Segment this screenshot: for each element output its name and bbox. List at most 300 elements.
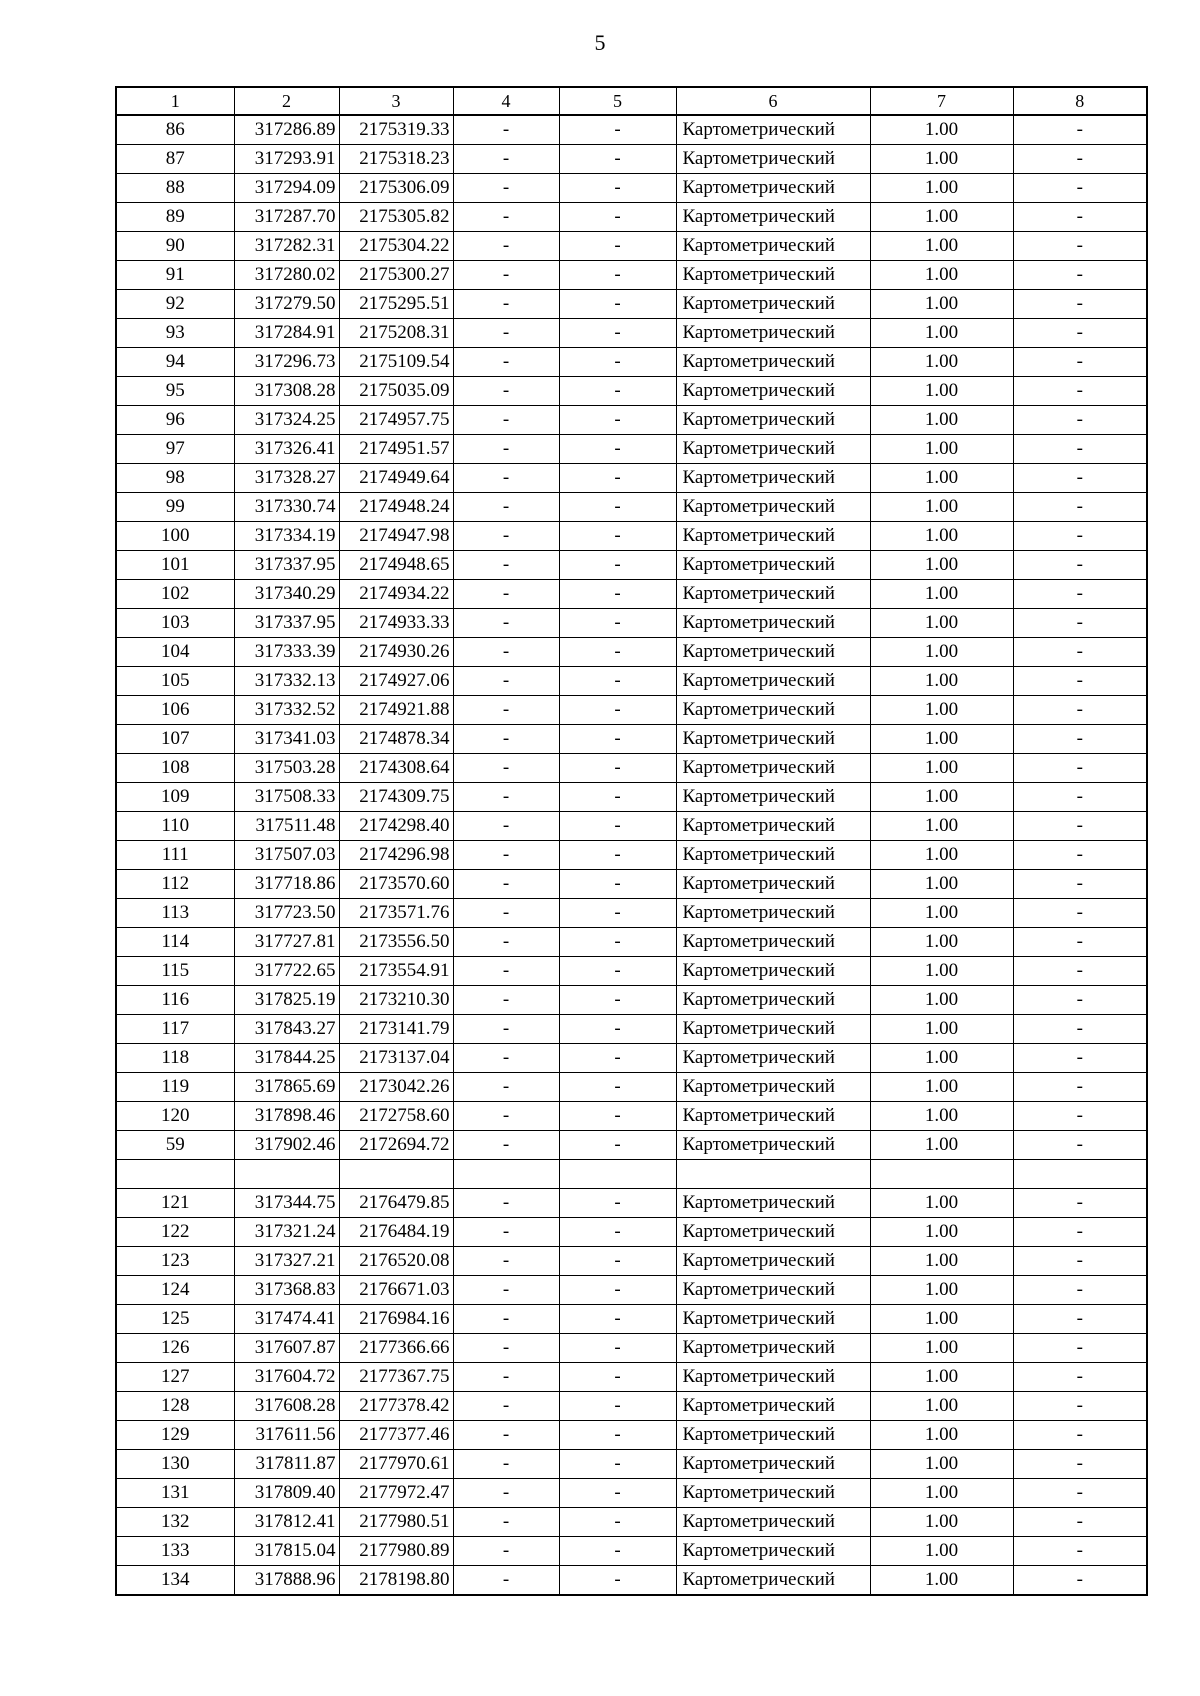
column-4-cell: - xyxy=(453,406,559,435)
method-cell: Картометрический xyxy=(676,1479,870,1508)
y-coordinate-cell: 2174927.06 xyxy=(339,667,453,696)
method-cell: Картометрический xyxy=(676,1392,870,1421)
method-cell: Картометрический xyxy=(676,1131,870,1160)
accuracy-cell: 1.00 xyxy=(870,1421,1013,1450)
column-5-cell: - xyxy=(559,1218,676,1247)
method-cell: Картометрический xyxy=(676,522,870,551)
table-row xyxy=(116,406,1147,435)
column-5-cell: - xyxy=(559,1450,676,1479)
table-row xyxy=(116,1566,1147,1596)
column-5-cell: - xyxy=(559,1276,676,1305)
accuracy-cell: 1.00 xyxy=(870,986,1013,1015)
x-coordinate-cell: 317608.28 xyxy=(234,1392,339,1421)
x-coordinate-cell: 317718.86 xyxy=(234,870,339,899)
table-row xyxy=(116,1363,1147,1392)
point-number-cell: 111 xyxy=(116,841,234,870)
column-4-cell: - xyxy=(453,899,559,928)
column-4-cell: - xyxy=(453,1102,559,1131)
accuracy-cell: 1.00 xyxy=(870,115,1013,145)
x-coordinate-cell: 317280.02 xyxy=(234,261,339,290)
column-8-cell: - xyxy=(1013,1276,1147,1305)
method-cell: Картометрический xyxy=(676,1218,870,1247)
y-coordinate-cell: 2174949.64 xyxy=(339,464,453,493)
column-5-cell: - xyxy=(559,1305,676,1334)
column-5-cell: - xyxy=(559,1537,676,1566)
y-coordinate-cell: 2175208.31 xyxy=(339,319,453,348)
column-8-cell: - xyxy=(1013,174,1147,203)
x-coordinate-cell: 317340.29 xyxy=(234,580,339,609)
column-4-cell: - xyxy=(453,1508,559,1537)
point-number-cell: 101 xyxy=(116,551,234,580)
x-coordinate-cell: 317332.52 xyxy=(234,696,339,725)
column-4-cell: - xyxy=(453,1421,559,1450)
y-coordinate-cell: 2175035.09 xyxy=(339,377,453,406)
column-8-cell: - xyxy=(1013,841,1147,870)
column-8-cell: - xyxy=(1013,1247,1147,1276)
accuracy-cell: 1.00 xyxy=(870,522,1013,551)
column-5-cell: - xyxy=(559,1392,676,1421)
column-5-cell: - xyxy=(559,812,676,841)
x-coordinate-cell: 317293.91 xyxy=(234,145,339,174)
column-5-cell: - xyxy=(559,319,676,348)
point-number-cell: 98 xyxy=(116,464,234,493)
column-8-cell: - xyxy=(1013,725,1147,754)
x-coordinate-cell: 317844.25 xyxy=(234,1044,339,1073)
accuracy-cell: 1.00 xyxy=(870,203,1013,232)
table-row xyxy=(116,638,1147,667)
column-8-cell: - xyxy=(1013,1479,1147,1508)
x-coordinate-cell: 317328.27 xyxy=(234,464,339,493)
column-5-cell: - xyxy=(559,232,676,261)
y-coordinate-cell: 2177970.61 xyxy=(339,1450,453,1479)
x-coordinate-cell: 317503.28 xyxy=(234,754,339,783)
column-4-cell: - xyxy=(453,232,559,261)
column-5-cell: - xyxy=(559,261,676,290)
column-8-cell: - xyxy=(1013,1218,1147,1247)
accuracy-cell: 1.00 xyxy=(870,667,1013,696)
x-coordinate-cell xyxy=(234,1160,339,1189)
x-coordinate-cell: 317809.40 xyxy=(234,1479,339,1508)
column-8-cell: - xyxy=(1013,667,1147,696)
column-8-cell: - xyxy=(1013,638,1147,667)
point-number-cell: 110 xyxy=(116,812,234,841)
method-cell: Картометрический xyxy=(676,580,870,609)
x-coordinate-cell: 317321.24 xyxy=(234,1218,339,1247)
method-cell: Картометрический xyxy=(676,1044,870,1073)
accuracy-cell: 1.00 xyxy=(870,609,1013,638)
accuracy-cell: 1.00 xyxy=(870,551,1013,580)
y-coordinate-cell: 2174948.24 xyxy=(339,493,453,522)
column-8-cell: - xyxy=(1013,580,1147,609)
method-cell: Картометрический xyxy=(676,899,870,928)
y-coordinate-cell: 2173556.50 xyxy=(339,928,453,957)
table-row xyxy=(116,1479,1147,1508)
x-coordinate-cell: 317282.31 xyxy=(234,232,339,261)
point-number-cell: 102 xyxy=(116,580,234,609)
table-row xyxy=(116,1044,1147,1073)
column-5-cell: - xyxy=(559,406,676,435)
y-coordinate-cell: 2177972.47 xyxy=(339,1479,453,1508)
method-cell: Картометрический xyxy=(676,1421,870,1450)
y-coordinate-cell: 2174309.75 xyxy=(339,783,453,812)
column-8-cell: - xyxy=(1013,957,1147,986)
column-4-cell: - xyxy=(453,1450,559,1479)
x-coordinate-cell: 317334.19 xyxy=(234,522,339,551)
point-number-cell: 123 xyxy=(116,1247,234,1276)
method-cell: Картометрический xyxy=(676,464,870,493)
column-4-cell: - xyxy=(453,522,559,551)
method-cell: Картометрический xyxy=(676,1247,870,1276)
column-4-cell: - xyxy=(453,1131,559,1160)
header-cell-1: 1 xyxy=(116,87,234,115)
y-coordinate-cell: 2174933.33 xyxy=(339,609,453,638)
point-number-cell: 87 xyxy=(116,145,234,174)
y-coordinate-cell: 2173570.60 xyxy=(339,870,453,899)
column-5-cell: - xyxy=(559,957,676,986)
point-number-cell: 108 xyxy=(116,754,234,783)
column-5-cell: - xyxy=(559,986,676,1015)
accuracy-cell: 1.00 xyxy=(870,899,1013,928)
y-coordinate-cell: 2176671.03 xyxy=(339,1276,453,1305)
y-coordinate-cell: 2175300.27 xyxy=(339,261,453,290)
point-number-cell: 130 xyxy=(116,1450,234,1479)
column-8-cell: - xyxy=(1013,812,1147,841)
method-cell: Картометрический xyxy=(676,493,870,522)
method-cell: Картометрический xyxy=(676,115,870,145)
accuracy-cell: 1.00 xyxy=(870,754,1013,783)
x-coordinate-cell: 317344.75 xyxy=(234,1189,339,1218)
method-cell: Картометрический xyxy=(676,406,870,435)
x-coordinate-cell: 317511.48 xyxy=(234,812,339,841)
column-4-cell: - xyxy=(453,1566,559,1596)
table-row xyxy=(116,1247,1147,1276)
point-number-cell: 134 xyxy=(116,1566,234,1596)
table-row xyxy=(116,928,1147,957)
method-cell: Картометрический xyxy=(676,1015,870,1044)
column-4-cell: - xyxy=(453,1218,559,1247)
column-5-cell: - xyxy=(559,377,676,406)
table-row xyxy=(116,319,1147,348)
column-4-cell: - xyxy=(453,1305,559,1334)
point-number-cell: 128 xyxy=(116,1392,234,1421)
x-coordinate-cell: 317330.74 xyxy=(234,493,339,522)
column-8-cell: - xyxy=(1013,1421,1147,1450)
y-coordinate-cell: 2175109.54 xyxy=(339,348,453,377)
y-coordinate-cell: 2175295.51 xyxy=(339,290,453,319)
header-cell-5: 5 xyxy=(559,87,676,115)
y-coordinate-cell: 2174930.26 xyxy=(339,638,453,667)
column-4-cell: - xyxy=(453,1537,559,1566)
column-8-cell: - xyxy=(1013,1450,1147,1479)
x-coordinate-cell: 317723.50 xyxy=(234,899,339,928)
x-coordinate-cell: 317888.96 xyxy=(234,1566,339,1596)
column-5-cell: - xyxy=(559,754,676,783)
accuracy-cell: 1.00 xyxy=(870,1218,1013,1247)
x-coordinate-cell: 317337.95 xyxy=(234,609,339,638)
method-cell: Картометрический xyxy=(676,841,870,870)
y-coordinate-cell: 2173137.04 xyxy=(339,1044,453,1073)
y-coordinate-cell: 2173554.91 xyxy=(339,957,453,986)
column-8-cell: - xyxy=(1013,754,1147,783)
point-number-cell: 89 xyxy=(116,203,234,232)
method-cell: Картометрический xyxy=(676,812,870,841)
column-5-cell: - xyxy=(559,841,676,870)
column-8-cell: - xyxy=(1013,1015,1147,1044)
column-8-cell: - xyxy=(1013,435,1147,464)
table-row xyxy=(116,115,1147,145)
column-5-cell: - xyxy=(559,551,676,580)
y-coordinate-cell: 2174947.98 xyxy=(339,522,453,551)
column-8-cell: - xyxy=(1013,145,1147,174)
table-body xyxy=(116,87,1147,1595)
method-cell: Картометрический xyxy=(676,609,870,638)
table-row xyxy=(116,899,1147,928)
column-8-cell: - xyxy=(1013,1131,1147,1160)
header-cell-8: 8 xyxy=(1013,87,1147,115)
column-8-cell: - xyxy=(1013,696,1147,725)
x-coordinate-cell: 317843.27 xyxy=(234,1015,339,1044)
accuracy-cell: 1.00 xyxy=(870,145,1013,174)
accuracy-cell: 1.00 xyxy=(870,1305,1013,1334)
accuracy-cell: 1.00 xyxy=(870,1189,1013,1218)
accuracy-cell: 1.00 xyxy=(870,348,1013,377)
column-5-cell: - xyxy=(559,667,676,696)
method-cell: Картометрический xyxy=(676,1189,870,1218)
y-coordinate-cell: 2174308.64 xyxy=(339,754,453,783)
table-row xyxy=(116,1218,1147,1247)
method-cell: Картометрический xyxy=(676,261,870,290)
column-8-cell: - xyxy=(1013,899,1147,928)
point-number-cell: 125 xyxy=(116,1305,234,1334)
table-row xyxy=(116,957,1147,986)
column-5-cell: - xyxy=(559,1102,676,1131)
table-row xyxy=(116,464,1147,493)
y-coordinate-cell: 2175319.33 xyxy=(339,115,453,145)
x-coordinate-cell: 317333.39 xyxy=(234,638,339,667)
column-4-cell: - xyxy=(453,986,559,1015)
method-cell xyxy=(676,1160,870,1189)
table-row xyxy=(116,812,1147,841)
point-number-cell: 133 xyxy=(116,1537,234,1566)
method-cell: Картометрический xyxy=(676,551,870,580)
point-number-cell: 129 xyxy=(116,1421,234,1450)
column-5-cell: - xyxy=(559,290,676,319)
column-4-cell: - xyxy=(453,290,559,319)
point-number-cell: 131 xyxy=(116,1479,234,1508)
column-5-cell: - xyxy=(559,1508,676,1537)
accuracy-cell: 1.00 xyxy=(870,261,1013,290)
method-cell: Картометрический xyxy=(676,435,870,464)
y-coordinate-cell: 2175306.09 xyxy=(339,174,453,203)
column-8-cell: - xyxy=(1013,290,1147,319)
y-coordinate-cell: 2173141.79 xyxy=(339,1015,453,1044)
column-5-cell: - xyxy=(559,580,676,609)
table-row xyxy=(116,1276,1147,1305)
accuracy-cell: 1.00 xyxy=(870,638,1013,667)
y-coordinate-cell: 2178198.80 xyxy=(339,1566,453,1596)
x-coordinate-cell: 317604.72 xyxy=(234,1363,339,1392)
point-number-cell: 119 xyxy=(116,1073,234,1102)
y-coordinate-cell: 2172758.60 xyxy=(339,1102,453,1131)
table-row xyxy=(116,290,1147,319)
x-coordinate-cell: 317308.28 xyxy=(234,377,339,406)
column-5-cell: - xyxy=(559,638,676,667)
column-5-cell: - xyxy=(559,174,676,203)
x-coordinate-cell: 317284.91 xyxy=(234,319,339,348)
column-8-cell: - xyxy=(1013,1334,1147,1363)
point-number-cell: 93 xyxy=(116,319,234,348)
point-number-cell: 121 xyxy=(116,1189,234,1218)
point-number-cell: 92 xyxy=(116,290,234,319)
point-number-cell: 91 xyxy=(116,261,234,290)
column-4-cell: - xyxy=(453,667,559,696)
method-cell: Картометрический xyxy=(676,1305,870,1334)
column-5-cell: - xyxy=(559,203,676,232)
y-coordinate-cell: 2173042.26 xyxy=(339,1073,453,1102)
column-8-cell: - xyxy=(1013,1392,1147,1421)
table-row xyxy=(116,580,1147,609)
accuracy-cell: 1.00 xyxy=(870,493,1013,522)
column-4-cell: - xyxy=(453,696,559,725)
method-cell: Картометрический xyxy=(676,986,870,1015)
column-8-cell: - xyxy=(1013,377,1147,406)
y-coordinate-cell: 2174934.22 xyxy=(339,580,453,609)
accuracy-cell: 1.00 xyxy=(870,232,1013,261)
column-5-cell: - xyxy=(559,1363,676,1392)
column-5-cell: - xyxy=(559,609,676,638)
table-row xyxy=(116,174,1147,203)
y-coordinate-cell: 2177366.66 xyxy=(339,1334,453,1363)
point-number-cell: 59 xyxy=(116,1131,234,1160)
column-5-cell: - xyxy=(559,1015,676,1044)
x-coordinate-cell: 317722.65 xyxy=(234,957,339,986)
column-8-cell: - xyxy=(1013,1363,1147,1392)
column-5-cell: - xyxy=(559,115,676,145)
coordinates-table xyxy=(115,86,1148,1596)
point-number-cell: 113 xyxy=(116,899,234,928)
x-coordinate-cell: 317474.41 xyxy=(234,1305,339,1334)
point-number-cell: 107 xyxy=(116,725,234,754)
column-5-cell: - xyxy=(559,696,676,725)
column-4-cell: - xyxy=(453,1073,559,1102)
method-cell: Картометрический xyxy=(676,638,870,667)
column-8-cell: - xyxy=(1013,870,1147,899)
point-number-cell: 90 xyxy=(116,232,234,261)
header-cell-4: 4 xyxy=(453,87,559,115)
column-8-cell: - xyxy=(1013,261,1147,290)
column-5-cell: - xyxy=(559,435,676,464)
column-5-cell: - xyxy=(559,145,676,174)
header-cell-3: 3 xyxy=(339,87,453,115)
y-coordinate-cell: 2172694.72 xyxy=(339,1131,453,1160)
accuracy-cell: 1.00 xyxy=(870,1537,1013,1566)
accuracy-cell: 1.00 xyxy=(870,1247,1013,1276)
accuracy-cell: 1.00 xyxy=(870,464,1013,493)
column-5-cell: - xyxy=(559,522,676,551)
accuracy-cell: 1.00 xyxy=(870,1073,1013,1102)
y-coordinate-cell: 2176520.08 xyxy=(339,1247,453,1276)
accuracy-cell: 1.00 xyxy=(870,406,1013,435)
column-5-cell: - xyxy=(559,1247,676,1276)
column-4-cell: - xyxy=(453,493,559,522)
column-8-cell: - xyxy=(1013,986,1147,1015)
table-row xyxy=(116,1334,1147,1363)
coordinates-table-container xyxy=(115,86,1146,1596)
column-5-cell: - xyxy=(559,725,676,754)
column-4-cell: - xyxy=(453,1392,559,1421)
column-5-cell: - xyxy=(559,493,676,522)
x-coordinate-cell: 317902.46 xyxy=(234,1131,339,1160)
column-4-cell: - xyxy=(453,1479,559,1508)
column-4-cell: - xyxy=(453,203,559,232)
method-cell: Картометрический xyxy=(676,290,870,319)
column-4-cell: - xyxy=(453,348,559,377)
accuracy-cell: 1.00 xyxy=(870,812,1013,841)
y-coordinate-cell: 2174296.98 xyxy=(339,841,453,870)
method-cell: Картометрический xyxy=(676,232,870,261)
method-cell: Картометрический xyxy=(676,754,870,783)
method-cell: Картометрический xyxy=(676,957,870,986)
x-coordinate-cell: 317727.81 xyxy=(234,928,339,957)
method-cell: Картометрический xyxy=(676,1276,870,1305)
x-coordinate-cell: 317324.25 xyxy=(234,406,339,435)
table-row xyxy=(116,1102,1147,1131)
point-number-cell: 88 xyxy=(116,174,234,203)
x-coordinate-cell: 317865.69 xyxy=(234,1073,339,1102)
y-coordinate-cell: 2176479.85 xyxy=(339,1189,453,1218)
method-cell: Картометрический xyxy=(676,870,870,899)
point-number-cell: 94 xyxy=(116,348,234,377)
column-4-cell: - xyxy=(453,115,559,145)
accuracy-cell: 1.00 xyxy=(870,1450,1013,1479)
x-coordinate-cell: 317508.33 xyxy=(234,783,339,812)
accuracy-cell: 1.00 xyxy=(870,435,1013,464)
accuracy-cell: 1.00 xyxy=(870,319,1013,348)
table-row xyxy=(116,1421,1147,1450)
x-coordinate-cell: 317327.21 xyxy=(234,1247,339,1276)
column-5-cell: - xyxy=(559,464,676,493)
column-4-cell: - xyxy=(453,928,559,957)
point-number-cell: 103 xyxy=(116,609,234,638)
column-4-cell: - xyxy=(453,1189,559,1218)
method-cell: Картометрический xyxy=(676,1102,870,1131)
x-coordinate-cell: 317898.46 xyxy=(234,1102,339,1131)
method-cell: Картометрический xyxy=(676,145,870,174)
y-coordinate-cell: 2175305.82 xyxy=(339,203,453,232)
accuracy-cell: 1.00 xyxy=(870,1044,1013,1073)
point-number-cell: 109 xyxy=(116,783,234,812)
y-coordinate-cell: 2174298.40 xyxy=(339,812,453,841)
column-5-cell: - xyxy=(559,1334,676,1363)
table-row xyxy=(116,1537,1147,1566)
column-5-cell xyxy=(559,1160,676,1189)
table-row xyxy=(116,841,1147,870)
y-coordinate-cell: 2176984.16 xyxy=(339,1305,453,1334)
point-number-cell: 99 xyxy=(116,493,234,522)
accuracy-cell: 1.00 xyxy=(870,841,1013,870)
table-row xyxy=(116,986,1147,1015)
y-coordinate-cell: 2174957.75 xyxy=(339,406,453,435)
column-8-cell: - xyxy=(1013,1566,1147,1596)
column-4-cell: - xyxy=(453,609,559,638)
table-row xyxy=(116,725,1147,754)
column-4-cell: - xyxy=(453,580,559,609)
accuracy-cell: 1.00 xyxy=(870,1479,1013,1508)
column-4-cell: - xyxy=(453,754,559,783)
x-coordinate-cell: 317326.41 xyxy=(234,435,339,464)
y-coordinate-cell: 2173210.30 xyxy=(339,986,453,1015)
column-4-cell: - xyxy=(453,812,559,841)
